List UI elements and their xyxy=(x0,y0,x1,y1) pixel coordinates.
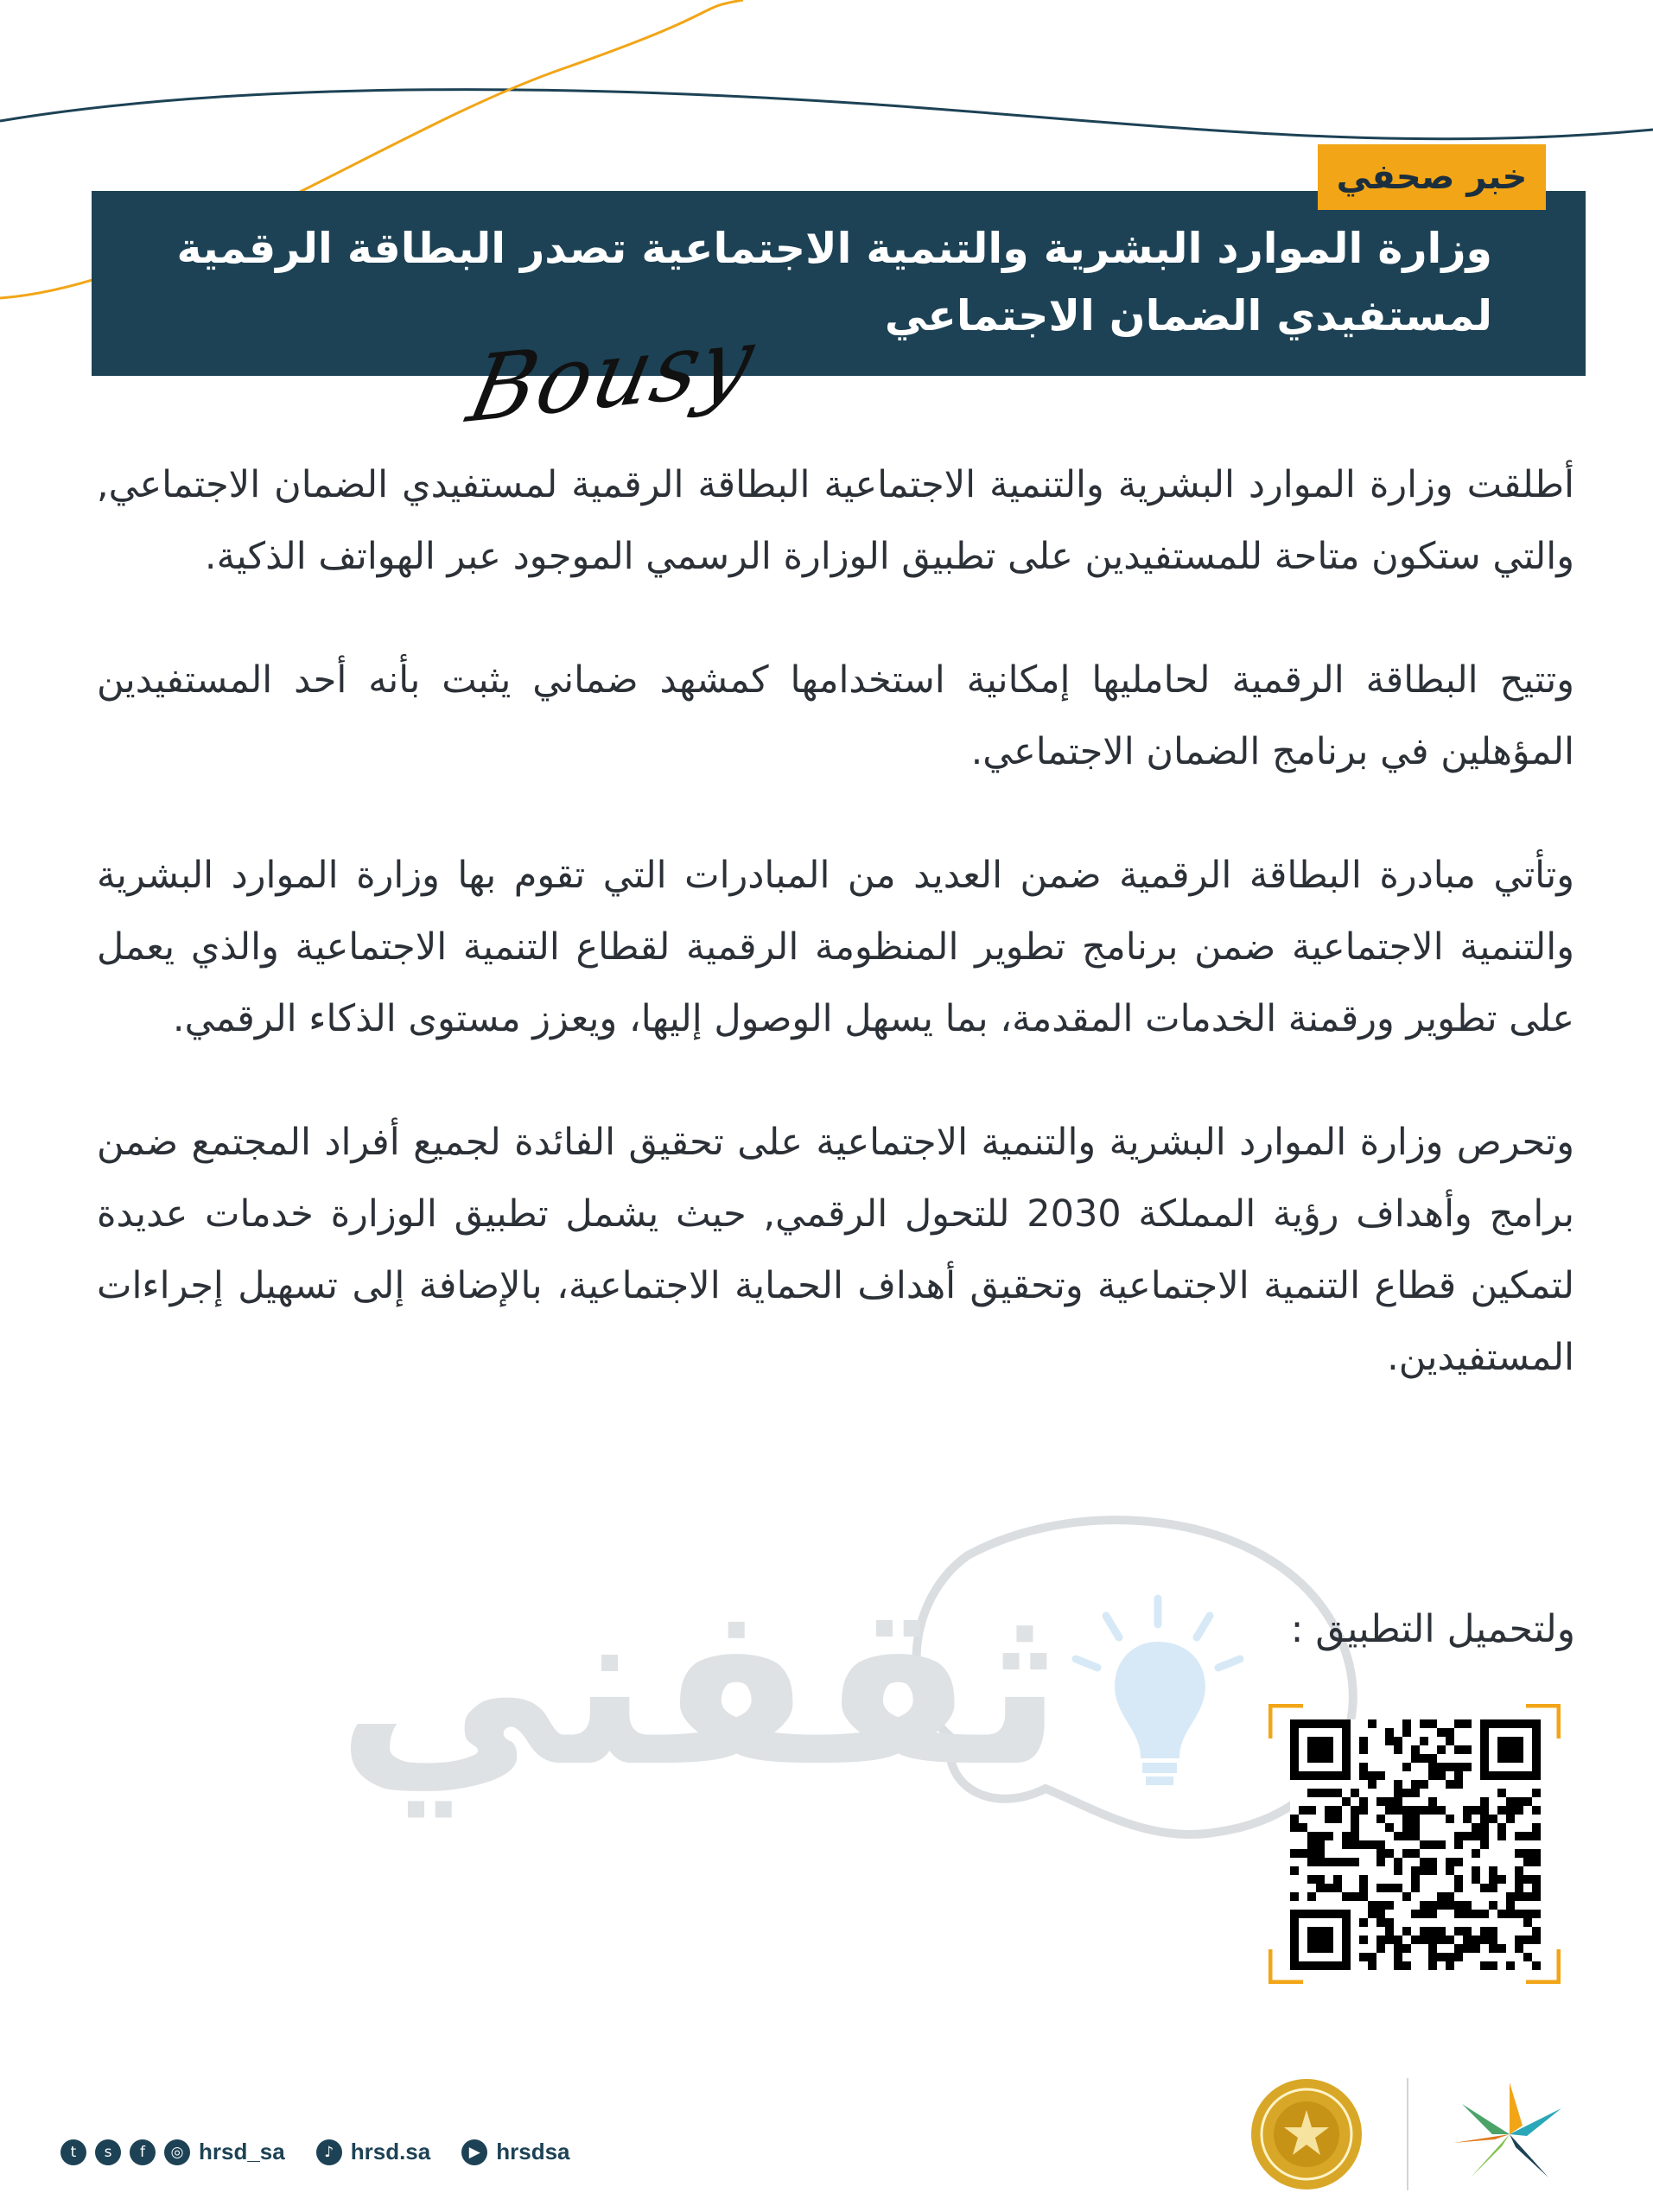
watermark-text: ثقفني xyxy=(336,1555,1064,1816)
download-app-label: ولتحميل التطبيق : xyxy=(1290,1607,1575,1651)
qr-code[interactable] xyxy=(1286,1719,1545,1970)
youtube-icon[interactable]: ▶ xyxy=(461,2139,487,2165)
article-body xyxy=(97,449,1574,1446)
social-group-main xyxy=(60,2139,285,2165)
title-line-1: وزارة الموارد البشرية والتنمية الاجتماعية تصدر البطاقة الرقمية xyxy=(176,224,1492,273)
paragraph-3: وتأتي مبادرة البطاقة الرقمية ضمن العديد من المبادرات التي تقوم بها وزارة الموارد البشرية والتنمية الاجتماعية ضمن برنامج تطوير المنظومة الرقمية لقطاع التنمية الاجتماعية والذي يعمل على تطوير ورقمنة الخدمات المقدمة، بما يسهل الوصول إليها، ويعزز مستوى الذكاء الرقمي. xyxy=(97,854,1574,1040)
ministry-logo xyxy=(1445,2074,1574,2195)
twitter-icon[interactable]: t xyxy=(60,2139,86,2165)
handwritten-signature: Bousy xyxy=(459,305,765,444)
social-links xyxy=(60,2139,570,2165)
title-line-2: لمستفيدي الضمان الاجتماعي xyxy=(884,291,1492,340)
council-seal-logo xyxy=(1246,2074,1367,2195)
paragraph-1: أطلقت وزارة الموارد البشرية والتنمية الاجتماعية البطاقة الرقمية لمستفيدي الضمان الاجتماعي, والتي ستكون متاحة للمستفيدين على تطبيق الوزارة الرسمي الموجود عبر الهواتف الذكية. xyxy=(97,463,1574,578)
instagram-icon[interactable]: ◎ xyxy=(164,2139,190,2165)
title-banner xyxy=(92,191,1586,376)
handle-tiktok[interactable]: hrsd.sa xyxy=(350,2139,431,2164)
paragraph-4: وتحرص وزارة الموارد البشرية والتنمية الاجتماعية على تحقيق الفائدة لجميع أفراد المجتمع ضمن برامج وأهداف رؤية المملكة 2030 للتحول الرقمي, حيث يشمل تطبيق الوزارة خدمات عديدة لتمكين قطاع التنمية الاجتماعية وتحقيق أهداف الحماية الاجتماعية، بالإضافة إلى تسهيل إجراءات المستفيدين. xyxy=(97,1121,1574,1379)
thaqafni-watermark xyxy=(216,1503,1400,1866)
handle-main[interactable]: hrsd_sa xyxy=(199,2139,285,2164)
facebook-icon[interactable]: f xyxy=(130,2139,156,2165)
social-group-tiktok xyxy=(316,2139,431,2165)
snapchat-icon[interactable]: s xyxy=(95,2139,121,2165)
press-release-tag: خبر صحفي xyxy=(1318,144,1546,210)
tiktok-icon[interactable]: ♪ xyxy=(316,2139,342,2165)
handle-youtube[interactable]: hrsdsa xyxy=(496,2139,570,2164)
logo-divider xyxy=(1407,2078,1408,2190)
paragraph-2: وتتيح البطاقة الرقمية لحامليها إمكانية استخدامها كمشهد ضماني يثبت بأنه أحد المستفيدين المؤهلين في برنامج الضمان الاجتماعي. xyxy=(97,658,1574,773)
social-group-youtube xyxy=(461,2139,569,2165)
